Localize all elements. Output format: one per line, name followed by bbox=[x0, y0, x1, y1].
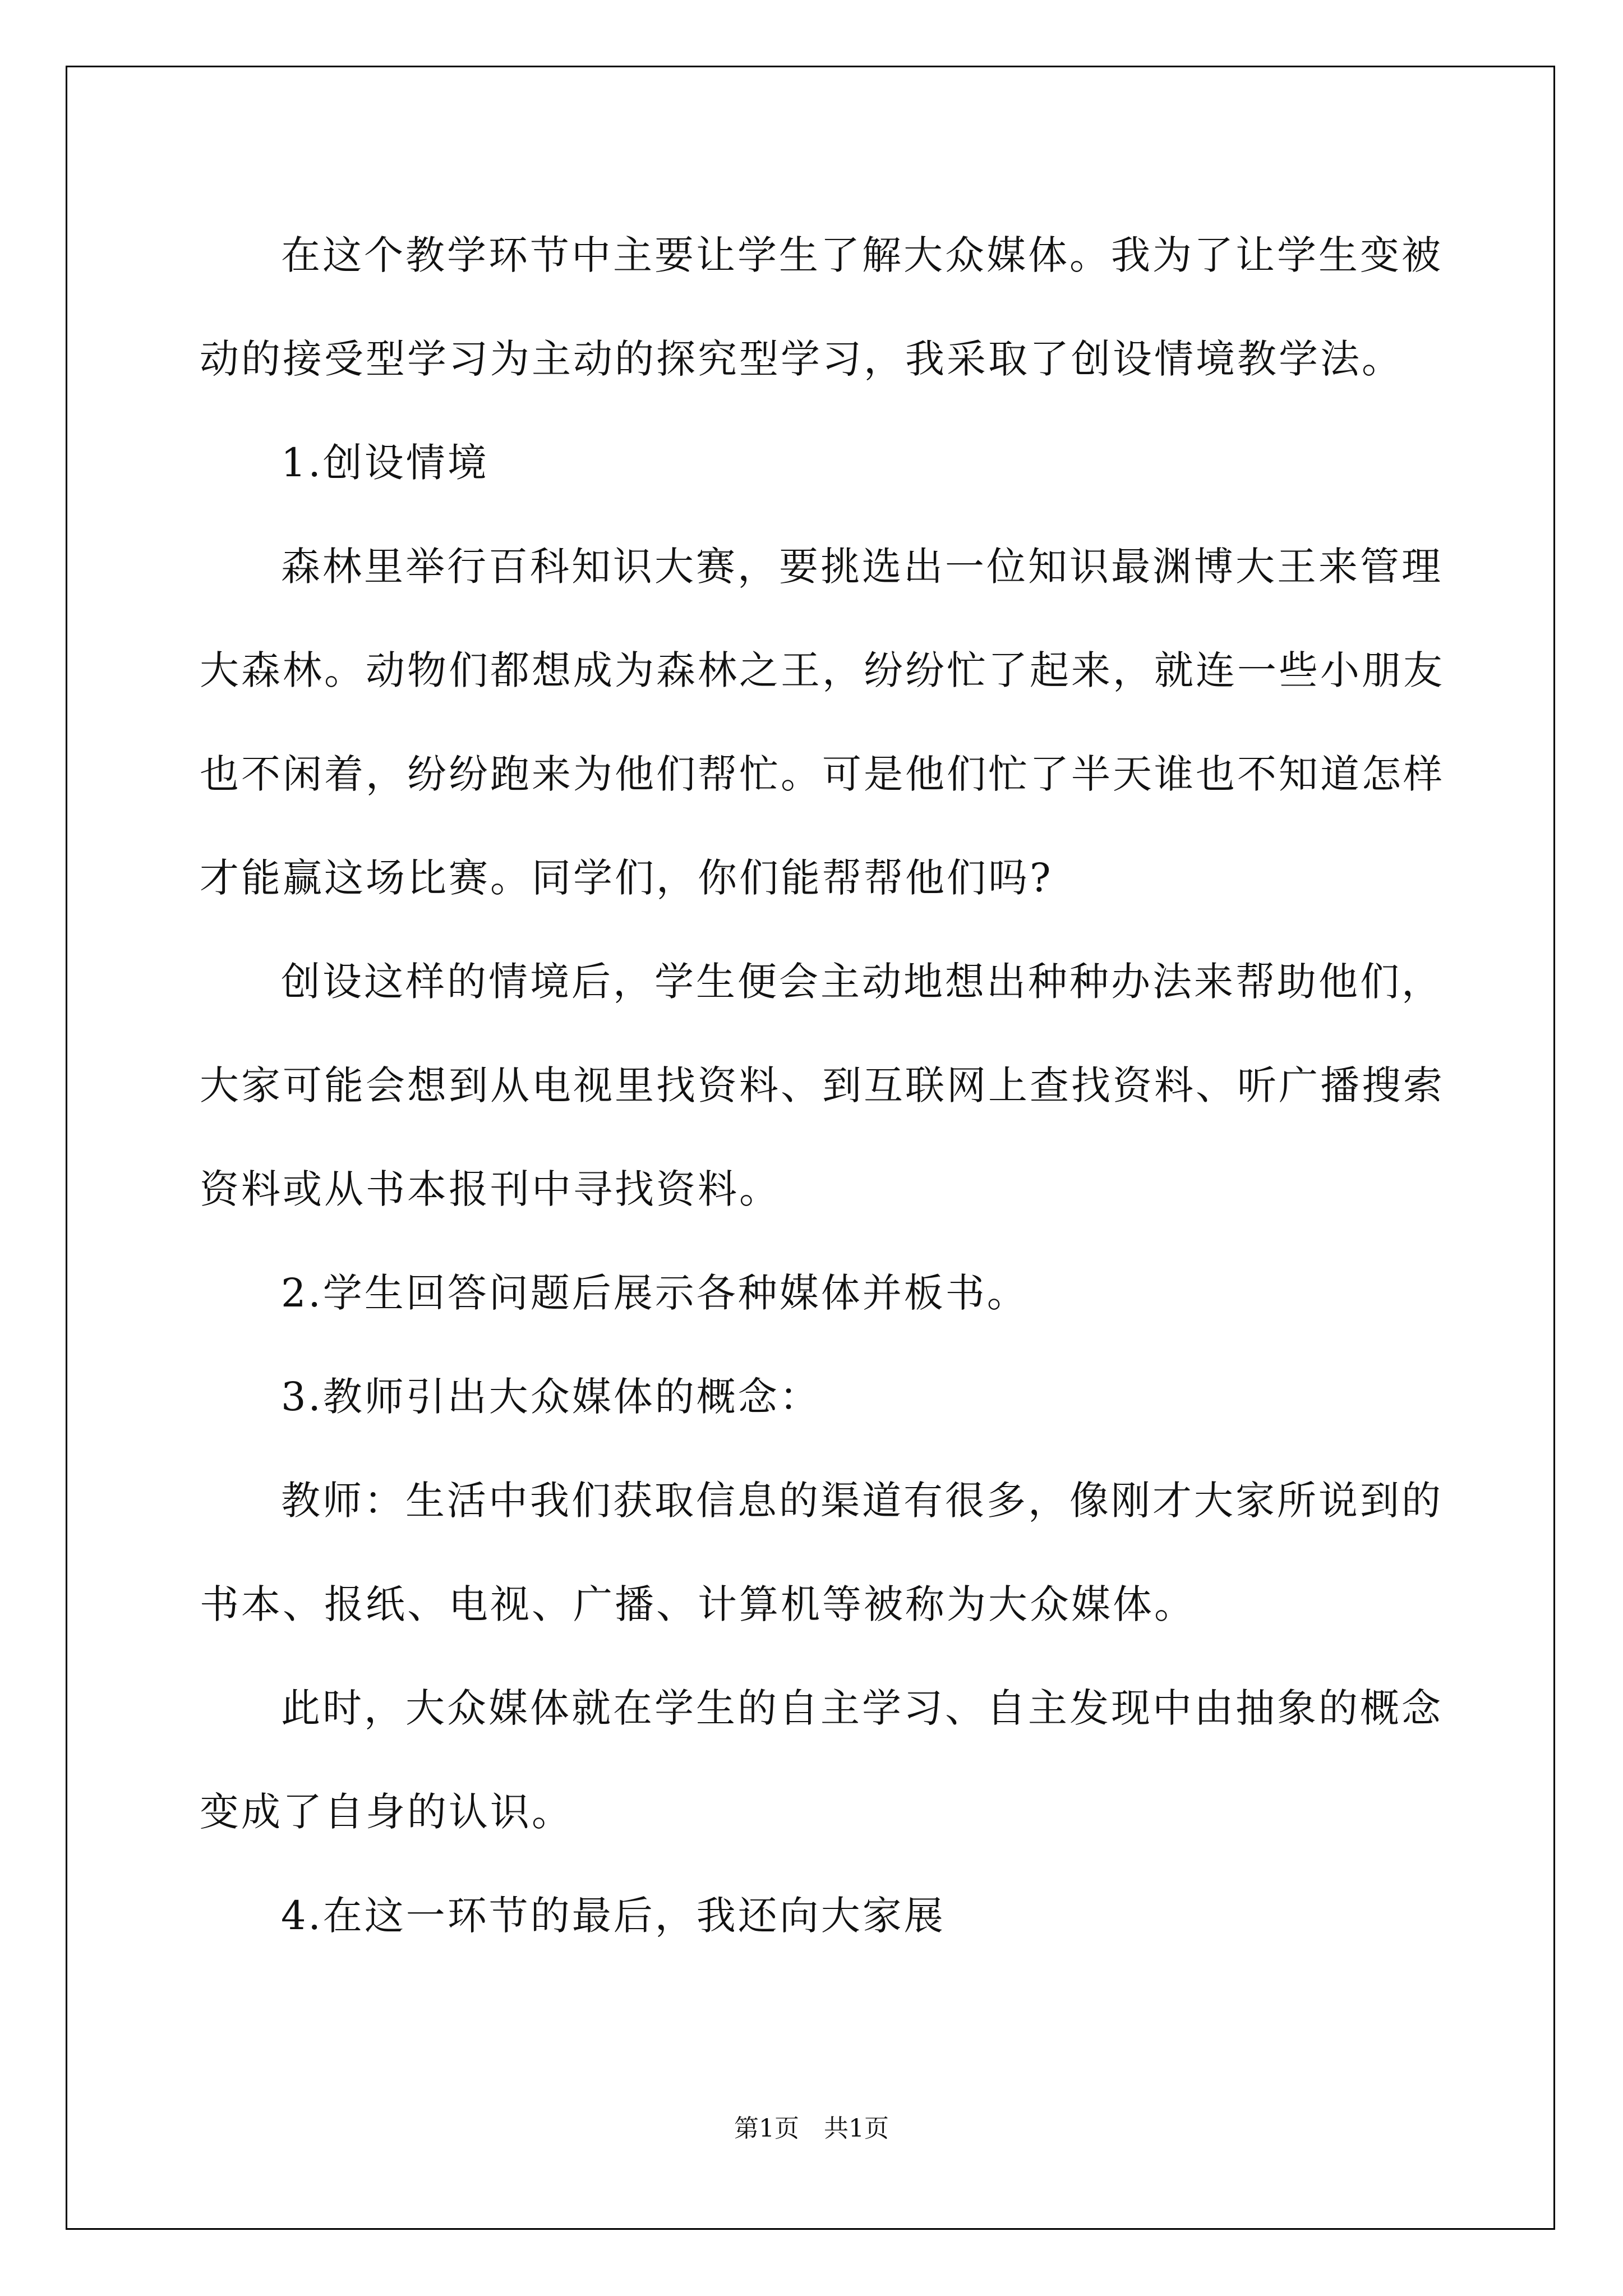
paragraph-line: 教师：生活中我们获取信息的渠道有很多，像刚才大家所说到的 bbox=[281, 1478, 1443, 1524]
paragraph-line: 才能赢这场比赛。同学们，你们能帮帮他们吗? bbox=[200, 855, 1053, 901]
paragraph-line: 森林里举行百科知识大赛，要挑选出一位知识最渊博大王来管理 bbox=[281, 544, 1443, 590]
paragraph-line: 大家可能会想到从电视里找资料、到互联网上查找资料、听广播搜索 bbox=[200, 1062, 1445, 1108]
section-heading: 4.在这一环节的最后，我还向大家展 bbox=[281, 1893, 946, 1939]
paragraph-line: 资料或从书本报刊中寻找资料。 bbox=[200, 1166, 781, 1212]
paragraph-line: 大森林。动物们都想成为森林之王，纷纷忙了起来，就连一些小朋友 bbox=[200, 647, 1445, 693]
paragraph-line: 在这个教学环节中主要让学生了解大众媒体。我为了让学生变被 bbox=[281, 232, 1443, 278]
section-heading: 3.教师引出大众媒体的概念： bbox=[281, 1374, 821, 1420]
paragraph-line: 此时，大众媒体就在学生的自主学习、自主发现中由抽象的概念 bbox=[281, 1685, 1443, 1731]
paragraph-line: 也不闲着，纷纷跑来为他们帮忙。可是他们忙了半天谁也不知道怎样 bbox=[200, 751, 1445, 797]
section-heading: 2.学生回答问题后展示各种媒体并板书。 bbox=[281, 1270, 1029, 1316]
paragraph-line: 变成了自身的认识。 bbox=[200, 1789, 573, 1835]
document-body bbox=[200, 216, 1445, 1980]
paragraph-line: 动的接受型学习为主动的探究型学习，我采取了创设情境教学法。 bbox=[200, 336, 1403, 382]
section-heading: 1.创设情境 bbox=[281, 440, 489, 486]
page-footer: 第1页 共1页 bbox=[734, 2114, 889, 2143]
paragraph-line: 书本、报纸、电视、广播、计算机等被称为大众媒体。 bbox=[200, 1581, 1196, 1627]
paragraph-line: 创设这样的情境后，学生便会主动地想出种种办法来帮助他们， bbox=[281, 959, 1443, 1005]
